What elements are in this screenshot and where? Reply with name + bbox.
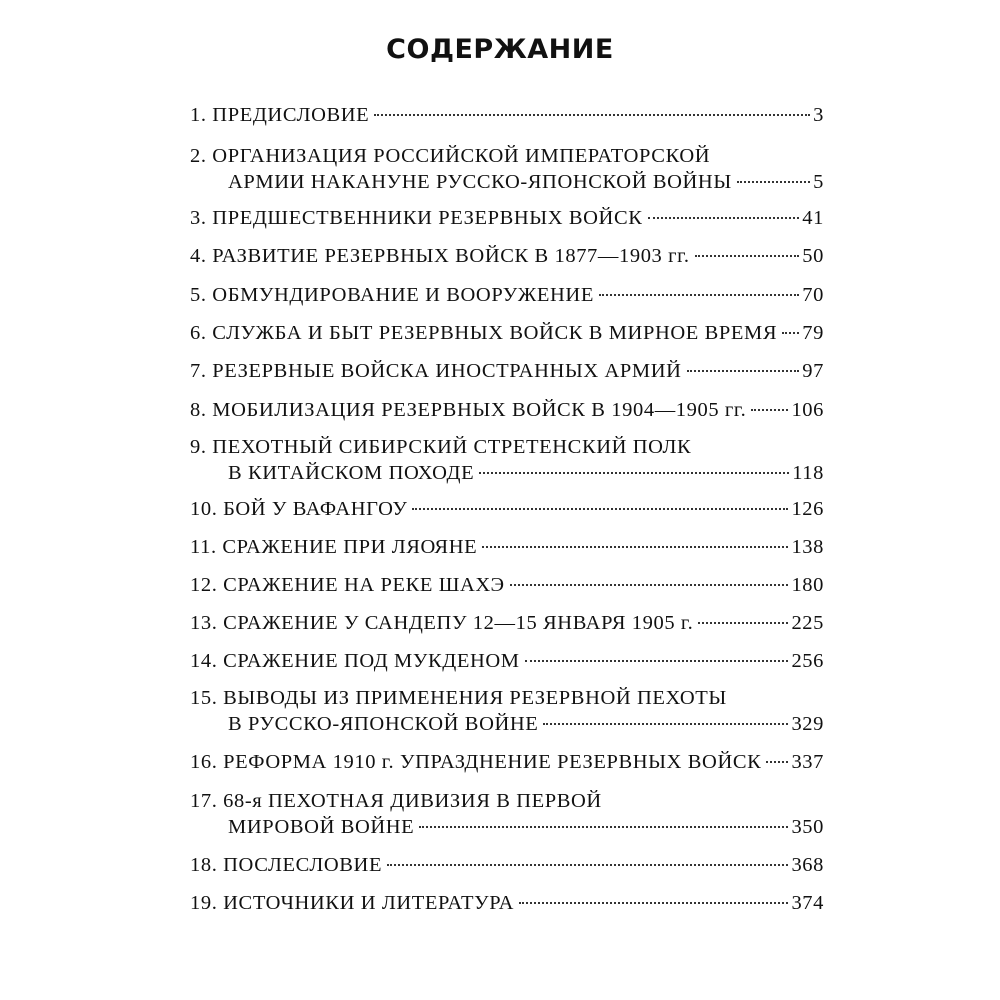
toc-entry (190, 143, 824, 195)
toc-entry-line (190, 648, 824, 674)
toc-entry-line (190, 534, 824, 560)
dot-leader (525, 660, 789, 662)
toc-entry-line (190, 243, 824, 269)
toc-entry-title: 11. СРАЖЕНИЕ ПРИ ЛЯОЯНЕ (190, 536, 478, 558)
toc-entry-line (190, 610, 824, 636)
toc-entry-line (190, 572, 824, 598)
toc-entry (190, 685, 824, 737)
toc-entry-page: 374 (791, 892, 824, 914)
dot-leader (648, 217, 800, 219)
dot-leader (695, 255, 800, 257)
toc-entry-page: 256 (791, 650, 824, 672)
toc-entry-page: 337 (791, 751, 824, 773)
toc-entry (190, 496, 824, 522)
toc-entry-line (190, 102, 824, 128)
toc-entry-page: 118 (792, 462, 824, 484)
toc-entry-line (190, 749, 824, 775)
dot-leader (543, 723, 788, 725)
toc-entry-line (190, 711, 824, 737)
toc-entry-title: 13. СРАЖЕНИЕ У САНДЕПУ 12—15 ЯНВАРЯ 1905 г. (190, 612, 694, 634)
toc-entry (190, 102, 824, 128)
dot-leader (687, 370, 800, 372)
toc-entry-title: МИРОВОЙ ВОЙНЕ (228, 816, 415, 838)
toc-entry-page: 138 (791, 536, 824, 558)
toc-entry-page: 3 (813, 104, 824, 126)
toc-entry-line (190, 814, 824, 840)
toc-entry-title: 12. СРАЖЕНИЕ НА РЕКЕ ШАХЭ (190, 574, 505, 596)
toc-entry-title: 5. ОБМУНДИРОВАНИЕ И ВООРУЖЕНИЕ (190, 284, 594, 306)
dot-leader (782, 332, 799, 334)
dot-leader (519, 902, 788, 904)
dot-leader (479, 472, 789, 474)
dot-leader (766, 761, 788, 763)
toc-entry-title: 6. СЛУЖБА И БЫТ РЕЗЕРВНЫХ ВОЙСК В МИРНОЕ ВРЕМЯ (190, 322, 778, 344)
dot-leader (737, 181, 810, 183)
toc-entry-page: 41 (802, 207, 824, 229)
toc-entry-page: 97 (802, 360, 824, 382)
toc-entry-line (190, 358, 824, 384)
dot-leader (482, 546, 788, 548)
toc-entry-title: 16. РЕФОРМА 1910 г. УПРАЗДНЕНИЕ РЕЗЕРВНЫХ ВОЙСК (190, 751, 762, 773)
toc-entry-line (190, 320, 824, 346)
toc-entry-line (190, 397, 824, 423)
toc-entry-line (190, 852, 824, 878)
toc-entry (190, 749, 824, 775)
toc-entry-title: 7. РЕЗЕРВНЫЕ ВОЙСКА ИНОСТРАННЫХ АРМИЙ (190, 360, 682, 382)
toc-entry (190, 243, 824, 269)
toc-entry-title: 14. СРАЖЕНИЕ ПОД МУКДЕНОМ (190, 650, 520, 672)
toc-entry (190, 890, 824, 916)
toc-entry (190, 788, 824, 840)
toc-entry (190, 648, 824, 674)
toc-entry-title-line1: 17. 68-я ПЕХОТНАЯ ДИВИЗИЯ В ПЕРВОЙ (190, 790, 602, 812)
toc-entry-line (190, 205, 824, 231)
toc-entry-page: 50 (802, 245, 824, 267)
toc-entry-page: 329 (791, 713, 824, 735)
toc-entry-page: 126 (791, 498, 824, 520)
toc-entry-page: 5 (813, 171, 824, 193)
toc-entry-page: 180 (791, 574, 824, 596)
toc-entry-title: 8. МОБИЛИЗАЦИЯ РЕЗЕРВНЫХ ВОЙСК В 1904—1905 гг. (190, 399, 747, 421)
toc-entry-page: 368 (791, 854, 824, 876)
toc-entry (190, 397, 824, 423)
toc-entry (190, 282, 824, 308)
toc-entry-title: АРМИИ НАКАНУНЕ РУССКО-ЯПОНСКОЙ ВОЙНЫ (228, 171, 732, 193)
page-title: СОДЕРЖАНИЕ (386, 34, 614, 65)
dot-leader (599, 294, 799, 296)
toc-entry-title: В РУССКО-ЯПОНСКОЙ ВОЙНЕ (228, 713, 539, 735)
toc-entry-page: 106 (791, 399, 824, 421)
toc-entry-line (190, 890, 824, 916)
toc-entry-title: 19. ИСТОЧНИКИ И ЛИТЕРАТУРА (190, 892, 514, 914)
toc-entry-title: 18. ПОСЛЕСЛОВИЕ (190, 854, 383, 876)
dot-leader (751, 409, 788, 411)
toc-entry-title-line1: 2. ОРГАНИЗАЦИЯ РОССИЙСКОЙ ИМПЕРАТОРСКОЙ (190, 145, 711, 167)
dot-leader (419, 826, 788, 828)
toc-entry (190, 205, 824, 231)
toc-entry-title: 3. ПРЕДШЕСТВЕННИКИ РЕЗЕРВНЫХ ВОЙСК (190, 207, 643, 229)
toc-entry-page: 79 (802, 322, 824, 344)
toc-entry (190, 572, 824, 598)
dot-leader (387, 864, 788, 866)
toc-entry-line (190, 460, 824, 486)
toc-entry (190, 320, 824, 346)
dot-leader (374, 114, 810, 116)
toc-entry-page: 70 (802, 284, 824, 306)
toc-entry-line (190, 282, 824, 308)
toc-entry (190, 434, 824, 486)
toc-entry-line (190, 496, 824, 522)
toc-entry-page: 350 (791, 816, 824, 838)
toc-entry-page: 225 (791, 612, 824, 634)
toc-entry-title: В КИТАЙСКОМ ПОХОДЕ (228, 462, 475, 484)
toc-entry (190, 358, 824, 384)
toc-entry (190, 852, 824, 878)
toc-entry-title: 10. БОЙ У ВАФАНГОУ (190, 498, 408, 520)
toc-entry-title: 1. ПРЕДИСЛОВИЕ (190, 104, 370, 126)
toc-entry (190, 534, 824, 560)
toc-entry (190, 610, 824, 636)
toc-entry-line (190, 169, 824, 195)
toc-entry-title-line1: 9. ПЕХОТНЫЙ СИБИРСКИЙ СТРЕТЕНСКИЙ ПОЛК (190, 436, 692, 458)
dot-leader (412, 508, 788, 510)
dot-leader (698, 622, 788, 624)
toc-entry-title: 4. РАЗВИТИЕ РЕЗЕРВНЫХ ВОЙСК В 1877—1903 гг. (190, 245, 690, 267)
dot-leader (510, 584, 789, 586)
toc-entry-title-line1: 15. ВЫВОДЫ ИЗ ПРИМЕНЕНИЯ РЕЗЕРВНОЙ ПЕХОТЫ (190, 687, 727, 709)
